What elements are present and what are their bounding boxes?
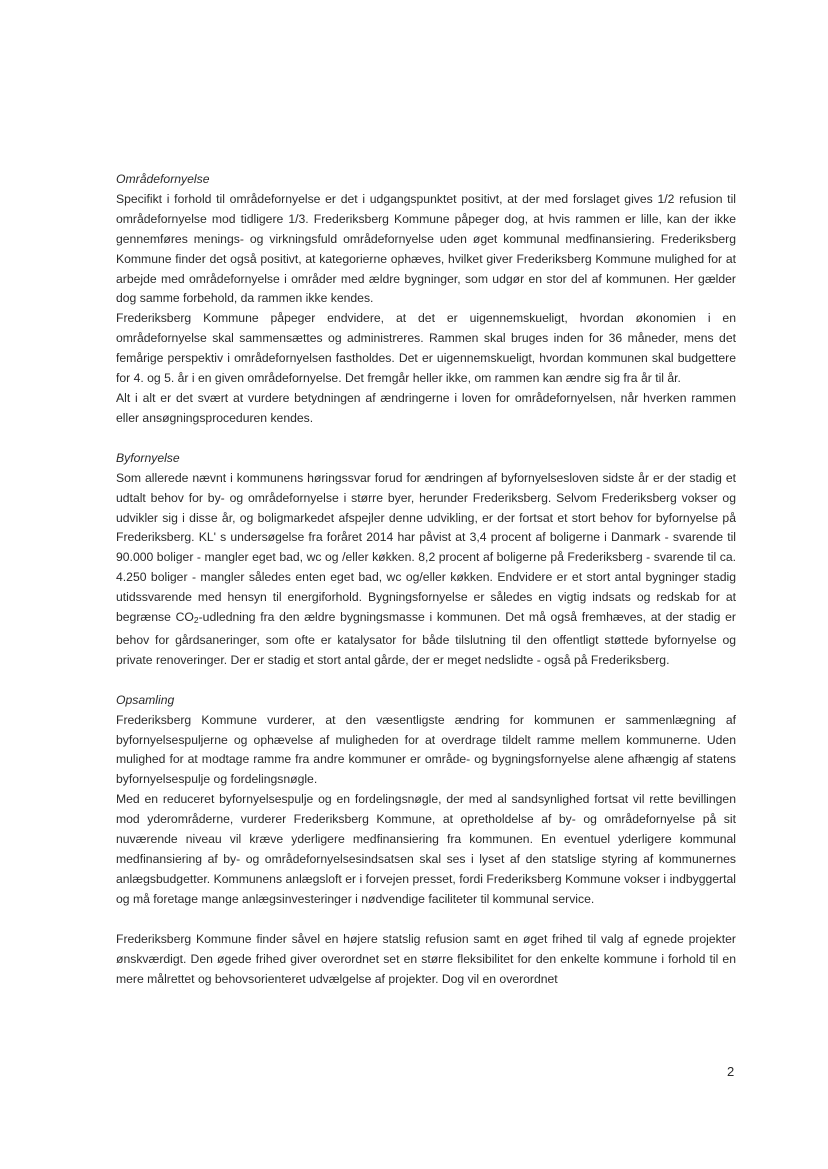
section-heading: Områdefornyelse (116, 172, 210, 186)
paragraph (116, 469, 736, 671)
paragraph: Frederiksberg Kommune påpeger endvidere, at det er uigennemskueligt, hvordan økonomien i en områdefornyelse skal sammensættes og administreres. Rammen skal bruges inden for 36 måneder, mens det femårige perspektiv i områdefornyelsen fastholdes. Det er uigennemskueligt, hvordan kommunen skal budgettere for 4. og 5. år i en given områdefornyelse. Det fremgår heller ikke, om rammen kan ændre sig fra år til år. (116, 311, 736, 386)
page-number: 2 (727, 1064, 735, 1079)
paragraph: Frederiksberg Kommune vurderer, at den væsentligste ændring for kommunen er sammenlægning af byfornyelsespuljerne og ophævelse af muligheden for at overdrage tildelt ramme mellem kommunerne. Uden mulighed for at modtage ramme fra andre kommuner er område- og bygningsfornyelse alene afhængig af statens byfornyelsespulje og fordelingsnøgle. (116, 712, 736, 787)
paragraph: Alt i alt er det svært at vurdere betydningen af ændringerne i loven for områdefornyelsen, når hverken rammen eller ansøgningsproceduren kendes. (116, 390, 736, 425)
paragraph: Specifikt i forhold til områdefornyelse er det i udgangspunktet positivt, at der med forslaget gives 1/2 refusion til områdefornyelse mod tidligere 1/3. Frederiksberg Kommune påpeger dog, at hvis rammen er lille, kan der ikke gennemføres menings- og virkningsfuld områdefornyelse uden øget kommunal medfinansiering. Frederiksberg Kommune finder det også positivt, at kategorierne ophæves, hvilket giver Frederiksberg Kommune mulighed for at arbejde med områdefornyelse i områder med ældre bygninger, som udgør en stor del af kommunen. Her gælder dog samme forbehold, da rammen ikke kendes. (116, 191, 736, 306)
section-omraadefornyelse (116, 170, 736, 429)
paragraph: Med en reduceret byfornyelsespulje og en fordelingsnøgle, der med al sandsynlighed fortsat vil rette bevillingen mod yderområderne, vurderer Frederiksberg Kommune, at opretholdelse af by- og områdefornyelse på sit nuværende niveau vil kræve yderligere medfinansiering fra kommunen. En eventuel yderligere kommunal medfinansiering af by- og områdefornyelsesindsatsen skal ses i lyset af den statslige styring af kommunernes anlægsbudgetter. Kommunens anlægsloft er i forvejen presset, fordi Frederiksberg Kommune vokser i indbyggertal og må foretage mange anlægsinvesteringer i nødvendige faciliteter til kommunal service. (116, 792, 736, 906)
section-opsamling (116, 691, 736, 910)
section-byfornyelse (116, 449, 736, 671)
paragraph-text: -udledning fra den ældre bygningsmasse i kommunen. Det må også fremhæves, at der stadig er behov for gårdsaneringer, som ofte er katalysator for både tilslutning til den offentligt støttede byfornyelse og private renoveringer. Der er stadig et stort antal gårde, der er meget nedslidte - også på Frederiksberg. (116, 610, 736, 667)
closing-paragraph: Frederiksberg Kommune finder såvel en højere statslig refusion samt en øget frihed til valg af egnede projekter ønskværdigt. Den øgede frihed giver overordnet set en større fleksibilitet for den enkelte kommune i forhold til en mere målrettet og behovsorienteret udvælgelse af projekter. Dog vil en overordnet (116, 931, 736, 986)
section-heading: Byfornyelse (116, 450, 180, 465)
paragraph-text: Som allerede nævnt i kommunens høringssvar forud for ændringen af byfornyelsesloven sidste år er der stadig et udtalt behov for by- og områdefornyelse i større byer, herunder Frederiksberg. Selvom Frederiksberg vokser og udvikler sig i disse år, og boligmarkedet afspejler denne udvikling, er der fortsat et stort behov for byfornyelse på Frederiksberg. KL' s undersøgelse fra foråret 2014 har påvist at 3,4 procent af boligerne i Danmark - svarende til 90.000 boliger - mangler eget bad, wc og /eller køkken. 8,2 procent af boligerne på Frederiksberg - svarende til ca. 4.250 boliger - mangler således enten eget bad, wc og/eller køkken. Endvidere er et stort antal bygninger stadig utidssvarende med hensyn til energiforhold. Bygningsfornyelse er således en vigtig indsats og redskab for at begrænse CO (116, 470, 736, 625)
section-heading: Opsamling (116, 692, 175, 707)
document-body (116, 170, 736, 989)
co2-subscript: 2 (193, 615, 199, 626)
